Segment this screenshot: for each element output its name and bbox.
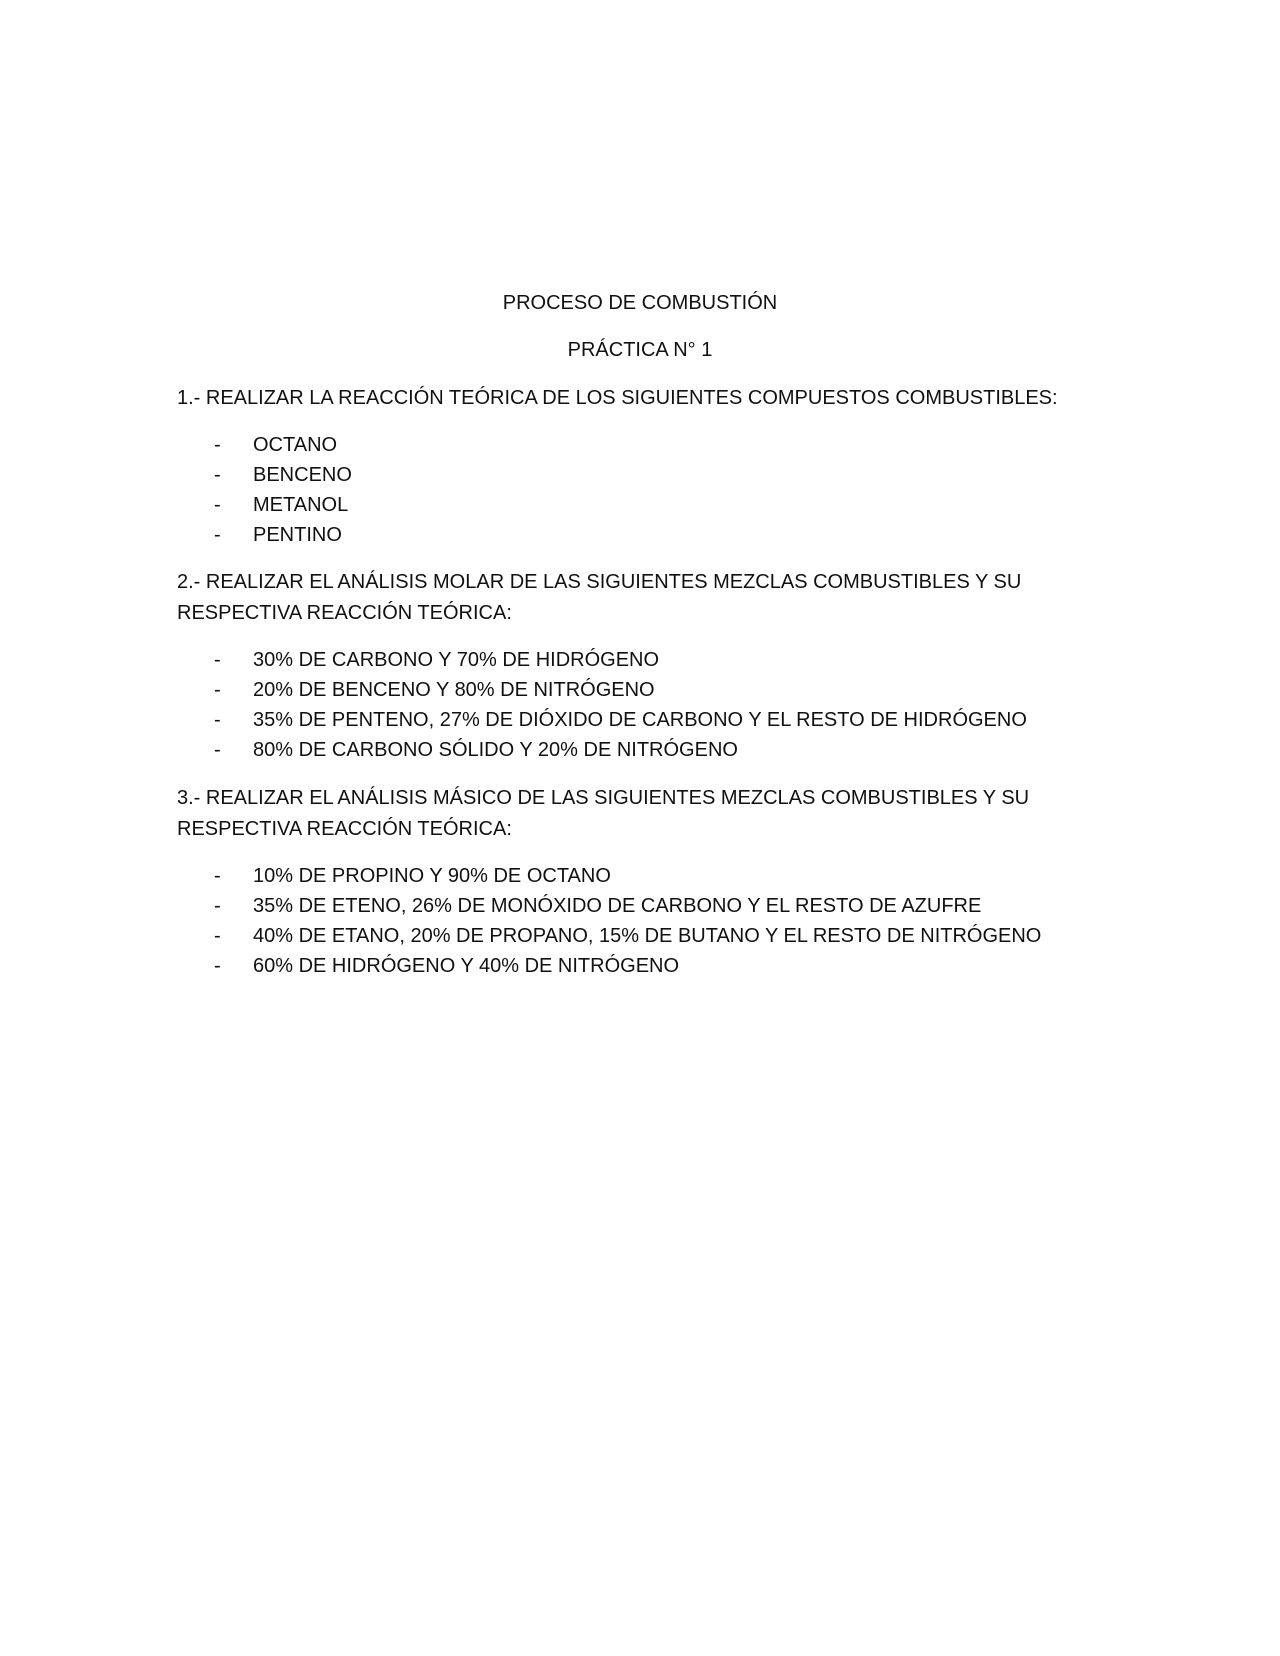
list-item-text: 10% DE PROPINO Y 90% DE OCTANO <box>253 865 611 887</box>
bullet-dash: - <box>214 955 221 977</box>
bullet-dash: - <box>214 739 221 761</box>
question-3-list <box>0 861 1280 981</box>
list-item-text: 40% DE ETANO, 20% DE PROPANO, 15% DE BUTANO Y EL RESTO DE NITRÓGENO <box>253 925 1042 947</box>
bullet-dash: - <box>214 524 221 546</box>
list-item <box>0 645 1280 675</box>
list-item <box>0 490 1280 520</box>
list-item-text: METANOL <box>253 494 349 516</box>
bullet-dash: - <box>214 709 221 731</box>
list-item <box>0 430 1280 460</box>
list-item <box>0 705 1280 735</box>
question-2: 2.- REALIZAR EL ANÁLISIS MOLAR DE LAS SIGUIENTES MEZCLAS COMBUSTIBLES Y SU RESPECTIVA REACCIÓN TEÓRICA: <box>177 571 1022 624</box>
list-item <box>0 675 1280 705</box>
list-item-text: OCTANO <box>253 434 338 456</box>
list-item-text: BENCENO <box>253 464 352 486</box>
list-item <box>0 921 1280 951</box>
list-item <box>0 951 1280 981</box>
bullet-dash: - <box>214 434 221 456</box>
bullet-dash: - <box>214 649 221 671</box>
list-item-text: 80% DE CARBONO SÓLIDO Y 20% DE NITRÓGENO <box>253 739 738 761</box>
question-3: 3.- REALIZAR EL ANÁLISIS MÁSICO DE LAS SIGUIENTES MEZCLAS COMBUSTIBLES Y SU RESPECTIVA REACCIÓN TEÓRICA: <box>177 787 1030 840</box>
list-item-text: PENTINO <box>253 524 342 546</box>
question-1: 1.- REALIZAR LA REACCIÓN TEÓRICA DE LOS SIGUIENTES COMPUESTOS COMBUSTIBLES: <box>177 387 1058 409</box>
list-item-text: 35% DE ETENO, 26% DE MONÓXIDO DE CARBONO Y EL RESTO DE AZUFRE <box>253 895 982 917</box>
question-2-list <box>0 645 1280 765</box>
document-title: PROCESO DE COMBUSTIÓN <box>502 292 778 314</box>
list-item-text: 60% DE HIDRÓGENO Y 40% DE NITRÓGENO <box>253 955 680 977</box>
bullet-dash: - <box>214 925 221 947</box>
list-item <box>0 891 1280 921</box>
bullet-dash: - <box>214 865 221 887</box>
list-item <box>0 460 1280 490</box>
bullet-dash: - <box>214 464 221 486</box>
list-item-text: 20% DE BENCENO Y 80% DE NITRÓGENO <box>253 679 655 701</box>
document-subtitle: PRÁCTICA N° 1 <box>567 339 713 361</box>
list-item-text: 35% DE PENTENO, 27% DE DIÓXIDO DE CARBONO Y EL RESTO DE HIDRÓGENO <box>253 709 1027 731</box>
bullet-dash: - <box>214 679 221 701</box>
list-item-text: 30% DE CARBONO Y 70% DE HIDRÓGENO <box>253 649 660 671</box>
bullet-dash: - <box>214 895 221 917</box>
list-item <box>0 861 1280 891</box>
list-item <box>0 520 1280 550</box>
question-1-list <box>0 430 1280 550</box>
bullet-dash: - <box>214 494 221 516</box>
list-item <box>0 735 1280 765</box>
